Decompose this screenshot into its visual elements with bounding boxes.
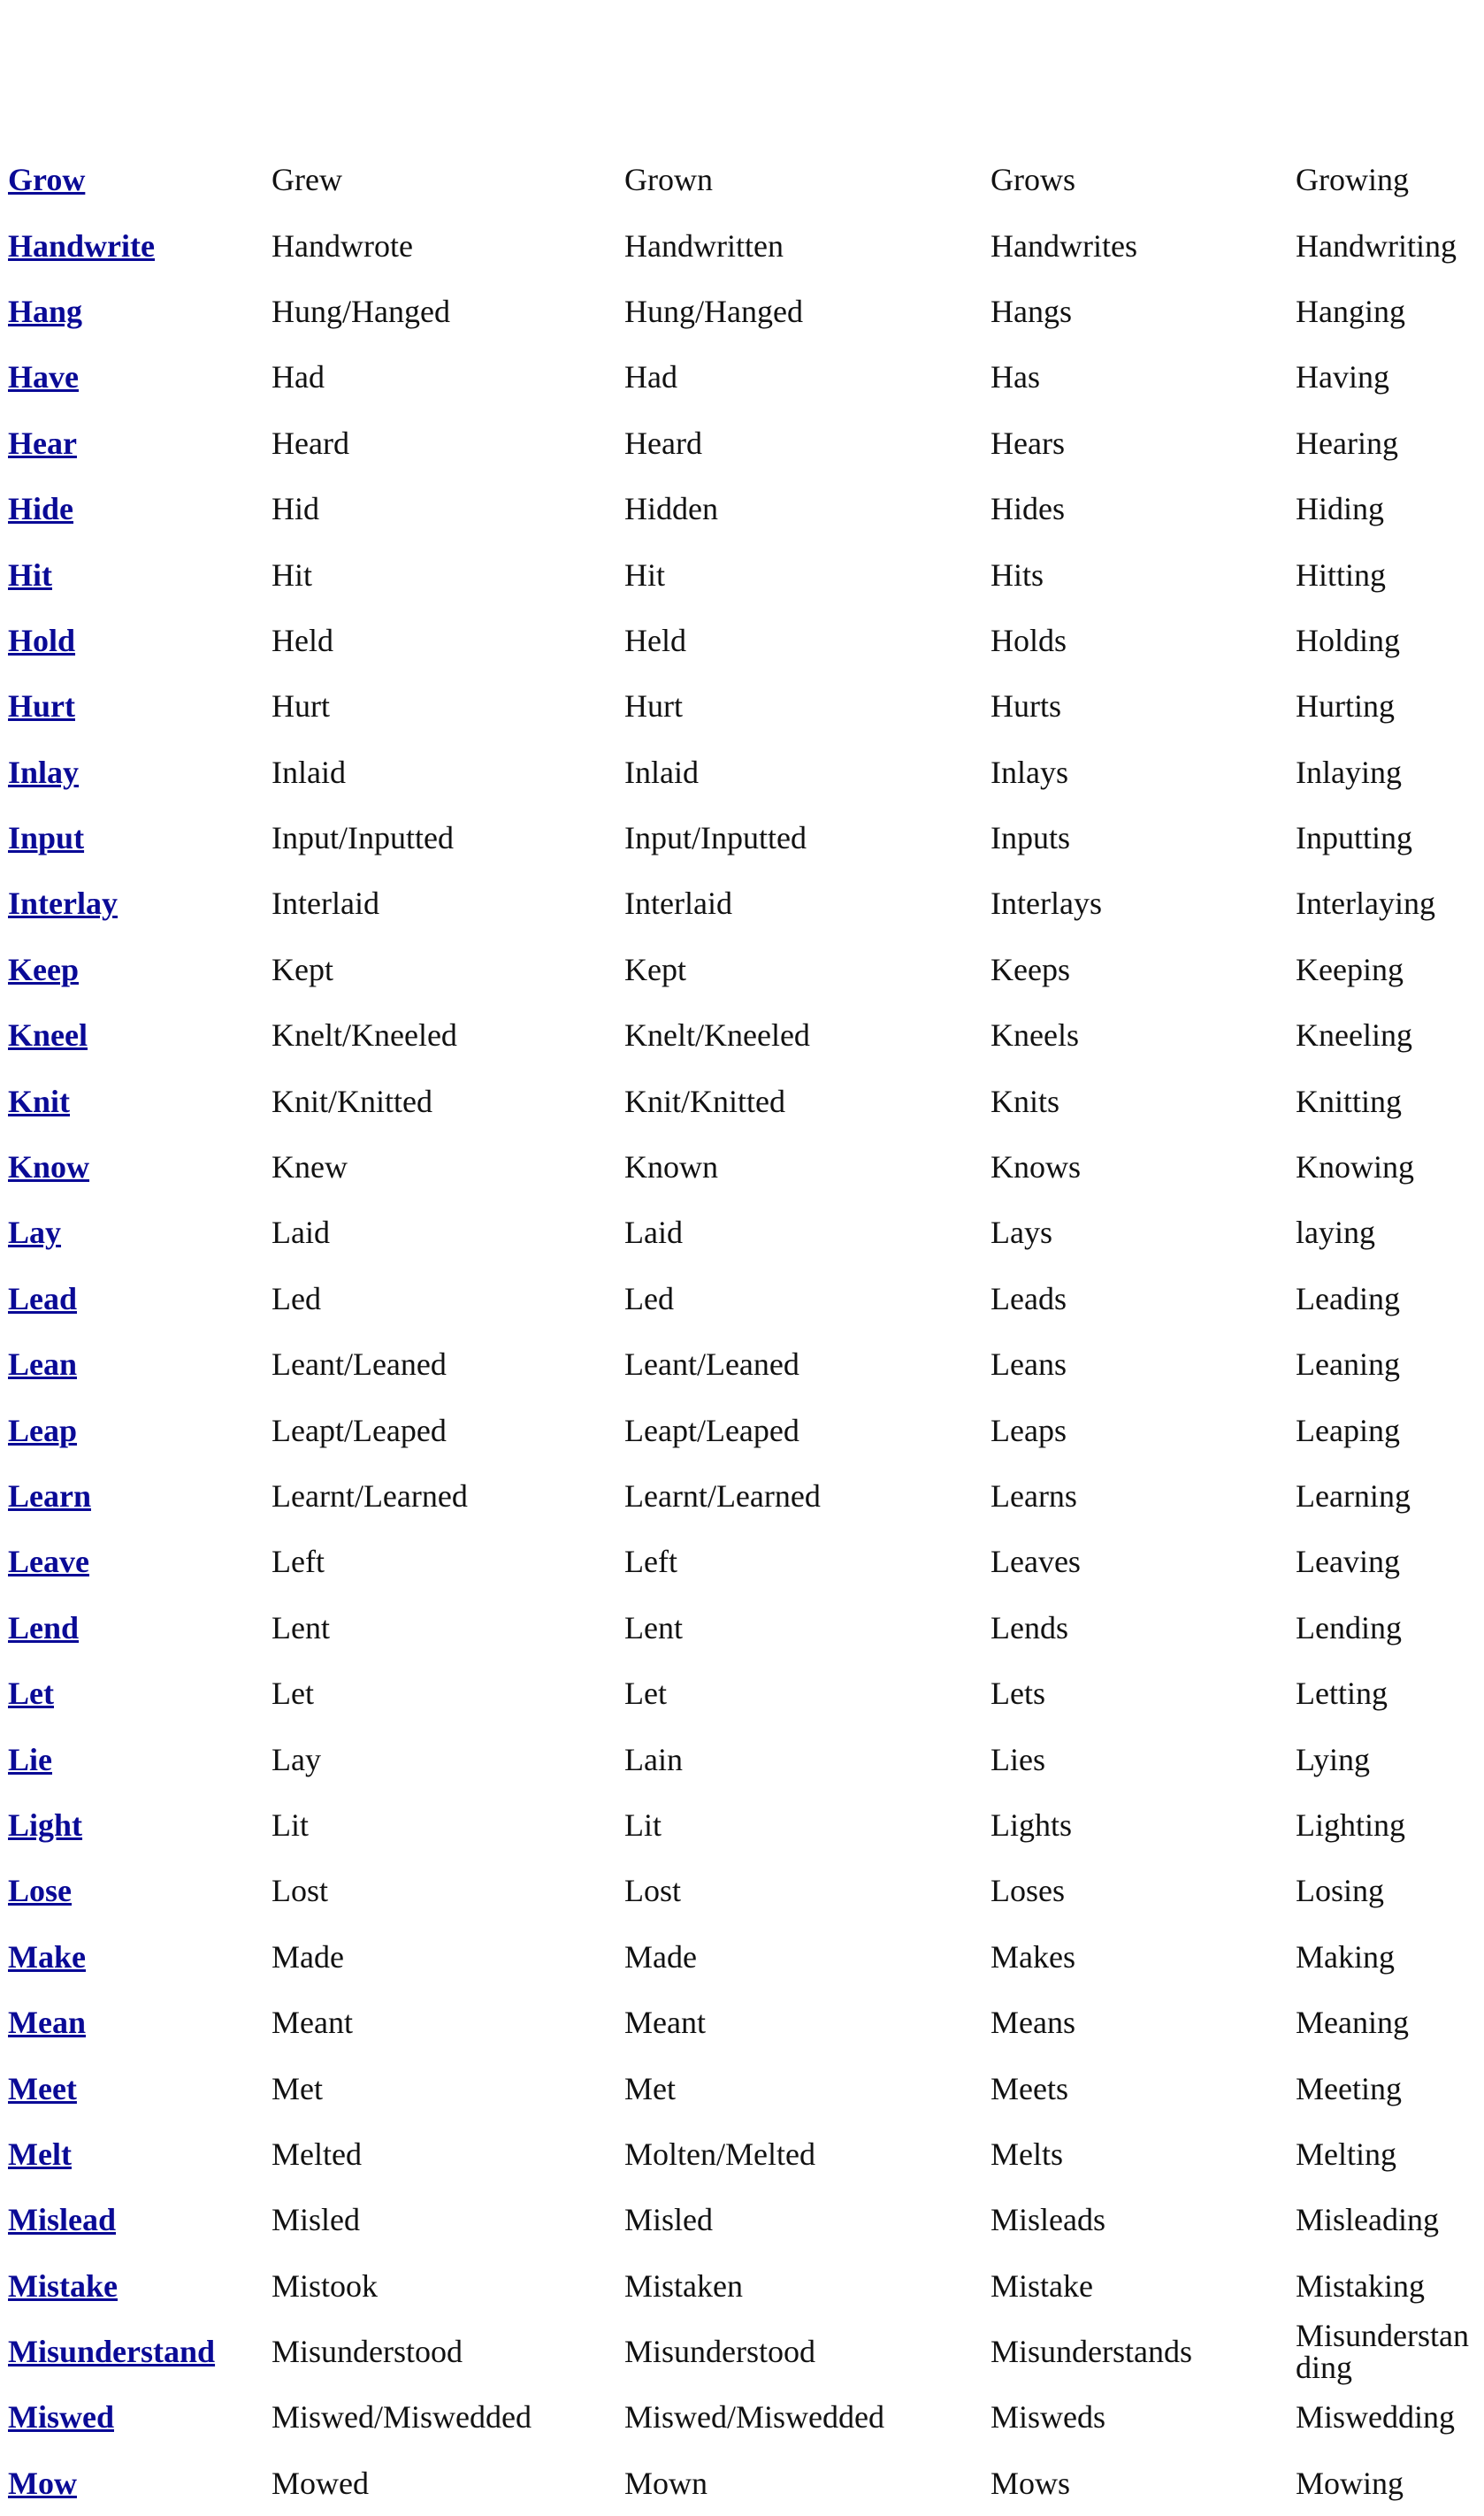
present-participle: Making bbox=[1296, 1938, 1395, 1975]
table-row bbox=[0, 1397, 1484, 1462]
third-person-singular: Lies bbox=[991, 1741, 1045, 1777]
base-form-link[interactable]: Knit bbox=[8, 1083, 71, 1119]
past-simple: Hung/Hanged bbox=[272, 293, 450, 329]
past-participle: Inlaid bbox=[624, 754, 699, 790]
present-participle: Melting bbox=[1296, 2136, 1396, 2172]
past-participle: Knit/Knitted bbox=[624, 1083, 785, 1119]
table-row bbox=[0, 2253, 1484, 2319]
past-participle: Laid bbox=[624, 1215, 683, 1251]
table-row bbox=[0, 1595, 1484, 1661]
third-person-singular: Loses bbox=[991, 1873, 1065, 1909]
past-simple: Heard bbox=[272, 425, 349, 461]
past-participle: Misunderstood bbox=[624, 2334, 815, 2370]
past-participle: Leapt/Leaped bbox=[624, 1412, 799, 1448]
past-simple: Knelt/Kneeled bbox=[272, 1017, 457, 1054]
past-participle: Left bbox=[624, 1544, 677, 1580]
past-simple: Kept bbox=[272, 951, 333, 987]
present-participle: Leading bbox=[1296, 1280, 1400, 1316]
present-participle: Misunderstanding bbox=[1296, 2318, 1469, 2386]
base-form-link[interactable]: Mow bbox=[8, 2465, 77, 2501]
third-person-singular: Mows bbox=[991, 2465, 1071, 2501]
base-form-link[interactable]: Mislead bbox=[8, 2202, 116, 2238]
past-participle: Handwritten bbox=[624, 227, 784, 264]
table-row bbox=[0, 1726, 1484, 1791]
third-person-singular: Grows bbox=[991, 162, 1075, 198]
past-participle: Misled bbox=[624, 2202, 714, 2238]
past-simple: Made bbox=[272, 1938, 344, 1975]
third-person-singular: Lets bbox=[991, 1676, 1045, 1712]
third-person-singular: Inputs bbox=[991, 820, 1070, 856]
past-simple: Lost bbox=[272, 1873, 329, 1909]
table-row bbox=[0, 541, 1484, 607]
third-person-singular: Hides bbox=[991, 491, 1065, 527]
past-participle: Hit bbox=[624, 556, 666, 593]
base-form-link[interactable]: Hold bbox=[8, 622, 76, 658]
third-person-singular: Has bbox=[991, 359, 1040, 395]
table-row bbox=[0, 1792, 1484, 1858]
base-form-link[interactable]: Misunderstand bbox=[8, 2334, 216, 2370]
present-participle: Hearing bbox=[1296, 425, 1398, 461]
past-simple: Lay bbox=[272, 1741, 321, 1777]
past-simple: Misunderstood bbox=[272, 2334, 463, 2370]
past-participle: Heard bbox=[624, 425, 702, 461]
base-form-link[interactable]: Kneel bbox=[8, 1017, 88, 1054]
third-person-singular: Meets bbox=[991, 2070, 1068, 2106]
base-form-link[interactable]: Mistake bbox=[8, 2267, 118, 2304]
table-row bbox=[0, 1134, 1484, 1200]
past-participle: Hidden bbox=[624, 491, 718, 527]
past-participle: Mistaken bbox=[624, 2267, 743, 2304]
past-participle: Met bbox=[624, 2070, 676, 2106]
third-person-singular: Holds bbox=[991, 622, 1067, 658]
table-row bbox=[0, 2451, 1484, 2516]
present-participle: Meaning bbox=[1296, 2005, 1409, 2041]
past-participle: Grown bbox=[624, 162, 713, 198]
third-person-singular: Interlays bbox=[991, 886, 1102, 922]
base-form-link[interactable]: Hide bbox=[8, 491, 74, 527]
third-person-singular: Kneels bbox=[991, 1017, 1079, 1054]
base-form-link[interactable]: Keep bbox=[8, 951, 79, 987]
base-form-link[interactable]: Leap bbox=[8, 1412, 78, 1448]
past-simple: Handwrote bbox=[272, 227, 413, 264]
base-form-link[interactable]: Let bbox=[8, 1676, 54, 1712]
third-person-singular: Handwrites bbox=[991, 227, 1137, 264]
third-person-singular: Inlays bbox=[991, 754, 1068, 790]
present-participle: Interlaying bbox=[1296, 886, 1435, 922]
present-participle: Hanging bbox=[1296, 293, 1405, 329]
table-row bbox=[0, 279, 1484, 344]
present-participle: Mowing bbox=[1296, 2465, 1404, 2501]
base-form-link[interactable]: Hit bbox=[8, 556, 52, 593]
past-participle: Miswed/Miswedded bbox=[624, 2399, 884, 2435]
base-form-link[interactable]: Melt bbox=[8, 2136, 72, 2172]
base-form-link[interactable]: Lead bbox=[8, 1280, 78, 1316]
table-row bbox=[0, 2121, 1484, 2187]
past-participle: Hurt bbox=[624, 688, 683, 725]
present-participle: Meeting bbox=[1296, 2070, 1402, 2106]
present-participle: Growing bbox=[1296, 162, 1409, 198]
past-simple: Held bbox=[272, 622, 333, 658]
present-participle: Losing bbox=[1296, 1873, 1385, 1909]
third-person-singular: Hits bbox=[991, 556, 1044, 593]
past-participle: Made bbox=[624, 1938, 697, 1975]
third-person-singular: Misleads bbox=[991, 2202, 1105, 2238]
table-row bbox=[0, 2187, 1484, 2252]
base-form-link[interactable]: Hurt bbox=[8, 688, 75, 725]
present-participle: Hurting bbox=[1296, 688, 1395, 725]
table-row bbox=[0, 1529, 1484, 1594]
past-simple: Had bbox=[272, 359, 325, 395]
past-simple: Knew bbox=[272, 1149, 348, 1185]
past-participle: Input/Inputted bbox=[624, 820, 807, 856]
table-row bbox=[0, 805, 1484, 871]
past-simple: Left bbox=[272, 1544, 325, 1580]
present-participle: Miswedding bbox=[1296, 2399, 1455, 2435]
table-row bbox=[0, 673, 1484, 739]
base-form-link[interactable]: Miswed bbox=[8, 2399, 114, 2435]
third-person-singular: Learns bbox=[991, 1478, 1077, 1514]
past-participle: Let bbox=[624, 1676, 667, 1712]
third-person-singular: Leaps bbox=[991, 1412, 1067, 1448]
third-person-singular: Hears bbox=[991, 425, 1065, 461]
past-simple: Laid bbox=[272, 1215, 330, 1251]
past-simple: Melted bbox=[272, 2136, 362, 2172]
table-row bbox=[0, 410, 1484, 476]
table-row bbox=[0, 1331, 1484, 1397]
present-participle: Lending bbox=[1296, 1609, 1402, 1645]
past-participle: Had bbox=[624, 359, 677, 395]
present-participle: Learning bbox=[1296, 1478, 1411, 1514]
present-participle: Knowing bbox=[1296, 1149, 1414, 1185]
table-row bbox=[0, 937, 1484, 1002]
base-form-link[interactable]: Lie bbox=[8, 1741, 52, 1777]
past-simple: Hurt bbox=[272, 688, 330, 725]
past-participle: Mown bbox=[624, 2465, 708, 2501]
table-row bbox=[0, 1200, 1484, 1265]
present-participle: Leaving bbox=[1296, 1544, 1400, 1580]
past-participle: Knelt/Kneeled bbox=[624, 1017, 810, 1054]
base-form-link[interactable]: Meet bbox=[8, 2070, 77, 2106]
base-form-link[interactable]: Have bbox=[8, 359, 79, 395]
past-simple: Inlaid bbox=[272, 754, 346, 790]
third-person-singular: Keeps bbox=[991, 951, 1070, 987]
table-row bbox=[0, 2319, 1484, 2384]
past-simple: Input/Inputted bbox=[272, 820, 454, 856]
present-participle: Mistaking bbox=[1296, 2267, 1426, 2304]
third-person-singular: Melts bbox=[991, 2136, 1064, 2172]
third-person-singular: Lights bbox=[991, 1806, 1073, 1843]
past-participle: Kept bbox=[624, 951, 686, 987]
third-person-singular: Means bbox=[991, 2005, 1075, 2041]
past-participle: Lit bbox=[624, 1806, 662, 1843]
present-participle: Knitting bbox=[1296, 1083, 1403, 1119]
third-person-singular: Hangs bbox=[991, 293, 1072, 329]
base-form-link[interactable]: Lose bbox=[8, 1873, 72, 1909]
past-simple: Hid bbox=[272, 491, 319, 527]
past-simple: Meant bbox=[272, 2005, 353, 2041]
base-form-link[interactable]: Make bbox=[8, 1938, 86, 1975]
present-participle: Keeping bbox=[1296, 951, 1404, 987]
base-form-link[interactable]: Inlay bbox=[8, 754, 80, 790]
table-row bbox=[0, 2384, 1484, 2450]
past-simple: Interlaid bbox=[272, 886, 379, 922]
third-person-singular: Mistake bbox=[991, 2267, 1093, 2304]
past-simple: Mowed bbox=[272, 2465, 369, 2501]
base-form-link[interactable]: Grow bbox=[8, 162, 86, 198]
third-person-singular: Knits bbox=[991, 1083, 1060, 1119]
past-simple: Met bbox=[272, 2070, 323, 2106]
past-participle: Lent bbox=[624, 1609, 683, 1645]
base-form-link[interactable]: Input bbox=[8, 820, 85, 856]
past-simple: Miswed/Miswedded bbox=[272, 2399, 532, 2435]
table-row bbox=[0, 1068, 1484, 1133]
past-participle: Interlaid bbox=[624, 886, 732, 922]
table-row bbox=[0, 147, 1484, 212]
past-participle: Learnt/Learned bbox=[624, 1478, 821, 1514]
past-simple: Mistook bbox=[272, 2267, 379, 2304]
present-participle: Inputting bbox=[1296, 820, 1412, 856]
present-participle: Handwriting bbox=[1296, 227, 1457, 264]
third-person-singular: Misunderstands bbox=[991, 2334, 1192, 2370]
base-form-link[interactable]: Lean bbox=[8, 1346, 78, 1383]
present-participle: Lying bbox=[1296, 1741, 1371, 1777]
third-person-singular: Lends bbox=[991, 1609, 1068, 1645]
present-participle: Holding bbox=[1296, 622, 1401, 658]
third-person-singular: Knows bbox=[991, 1149, 1082, 1185]
table-row bbox=[0, 212, 1484, 278]
table-row bbox=[0, 1924, 1484, 1990]
table-row bbox=[0, 740, 1484, 805]
present-participle: Hitting bbox=[1296, 556, 1387, 593]
past-participle: Hung/Hanged bbox=[624, 293, 803, 329]
table-row bbox=[0, 1990, 1484, 2055]
third-person-singular: Leads bbox=[991, 1280, 1067, 1316]
third-person-singular: Lays bbox=[991, 1215, 1052, 1251]
past-participle: Meant bbox=[624, 2005, 706, 2041]
table-row bbox=[0, 1002, 1484, 1068]
past-simple: Let bbox=[272, 1676, 314, 1712]
past-simple: Leapt/Leaped bbox=[272, 1412, 447, 1448]
base-form-link[interactable]: Interlay bbox=[8, 886, 118, 922]
past-simple: Leant/Leaned bbox=[272, 1346, 447, 1383]
present-participle: Having bbox=[1296, 359, 1389, 395]
table-row bbox=[0, 1858, 1484, 1923]
base-form-link[interactable]: Handwrite bbox=[8, 227, 155, 264]
base-form-link[interactable]: Mean bbox=[8, 2005, 86, 2041]
table-row bbox=[0, 344, 1484, 410]
past-participle: Led bbox=[624, 1280, 674, 1316]
table-row bbox=[0, 2055, 1484, 2121]
past-participle: Held bbox=[624, 622, 686, 658]
present-participle: Lighting bbox=[1296, 1806, 1405, 1843]
table-row bbox=[0, 1661, 1484, 1726]
past-simple: Grew bbox=[272, 162, 342, 198]
past-simple: Hit bbox=[272, 556, 313, 593]
present-participle: Inlaying bbox=[1296, 754, 1402, 790]
present-participle: laying bbox=[1296, 1215, 1375, 1251]
table-row bbox=[0, 1463, 1484, 1529]
past-simple: Lent bbox=[272, 1609, 330, 1645]
past-participle: Leant/Leaned bbox=[624, 1346, 799, 1383]
irregular-verbs-table bbox=[0, 147, 1484, 2516]
present-participle: Leaping bbox=[1296, 1412, 1400, 1448]
table-row bbox=[0, 608, 1484, 673]
base-form-link[interactable]: Lend bbox=[8, 1609, 80, 1645]
table-row bbox=[0, 1266, 1484, 1331]
base-form-link[interactable]: Hang bbox=[8, 293, 83, 329]
present-participle: Hiding bbox=[1296, 491, 1385, 527]
present-participle: Misleading bbox=[1296, 2202, 1439, 2238]
third-person-singular: Misweds bbox=[991, 2399, 1106, 2435]
past-simple: Lit bbox=[272, 1806, 309, 1843]
past-participle: Known bbox=[624, 1149, 718, 1185]
third-person-singular: Leans bbox=[991, 1346, 1067, 1383]
base-form-link[interactable]: Lay bbox=[8, 1215, 62, 1251]
base-form-link[interactable]: Learn bbox=[8, 1478, 91, 1514]
base-form-link[interactable]: Leave bbox=[8, 1544, 89, 1580]
past-simple: Misled bbox=[272, 2202, 361, 2238]
past-participle: Lost bbox=[624, 1873, 682, 1909]
base-form-link[interactable]: Light bbox=[8, 1806, 83, 1843]
present-participle: Leaning bbox=[1296, 1346, 1400, 1383]
past-simple: Knit/Knitted bbox=[272, 1083, 432, 1119]
base-form-link[interactable]: Know bbox=[8, 1149, 90, 1185]
table-row bbox=[0, 871, 1484, 936]
past-simple: Learnt/Learned bbox=[272, 1478, 468, 1514]
table-row bbox=[0, 476, 1484, 541]
base-form-link[interactable]: Hear bbox=[8, 425, 77, 461]
present-participle: Kneeling bbox=[1296, 1017, 1412, 1054]
past-simple: Led bbox=[272, 1280, 321, 1316]
third-person-singular: Makes bbox=[991, 1938, 1075, 1975]
past-participle: Molten/Melted bbox=[624, 2136, 815, 2172]
third-person-singular: Leaves bbox=[991, 1544, 1081, 1580]
past-participle: Lain bbox=[624, 1741, 683, 1777]
present-participle: Letting bbox=[1296, 1676, 1388, 1712]
third-person-singular: Hurts bbox=[991, 688, 1061, 725]
